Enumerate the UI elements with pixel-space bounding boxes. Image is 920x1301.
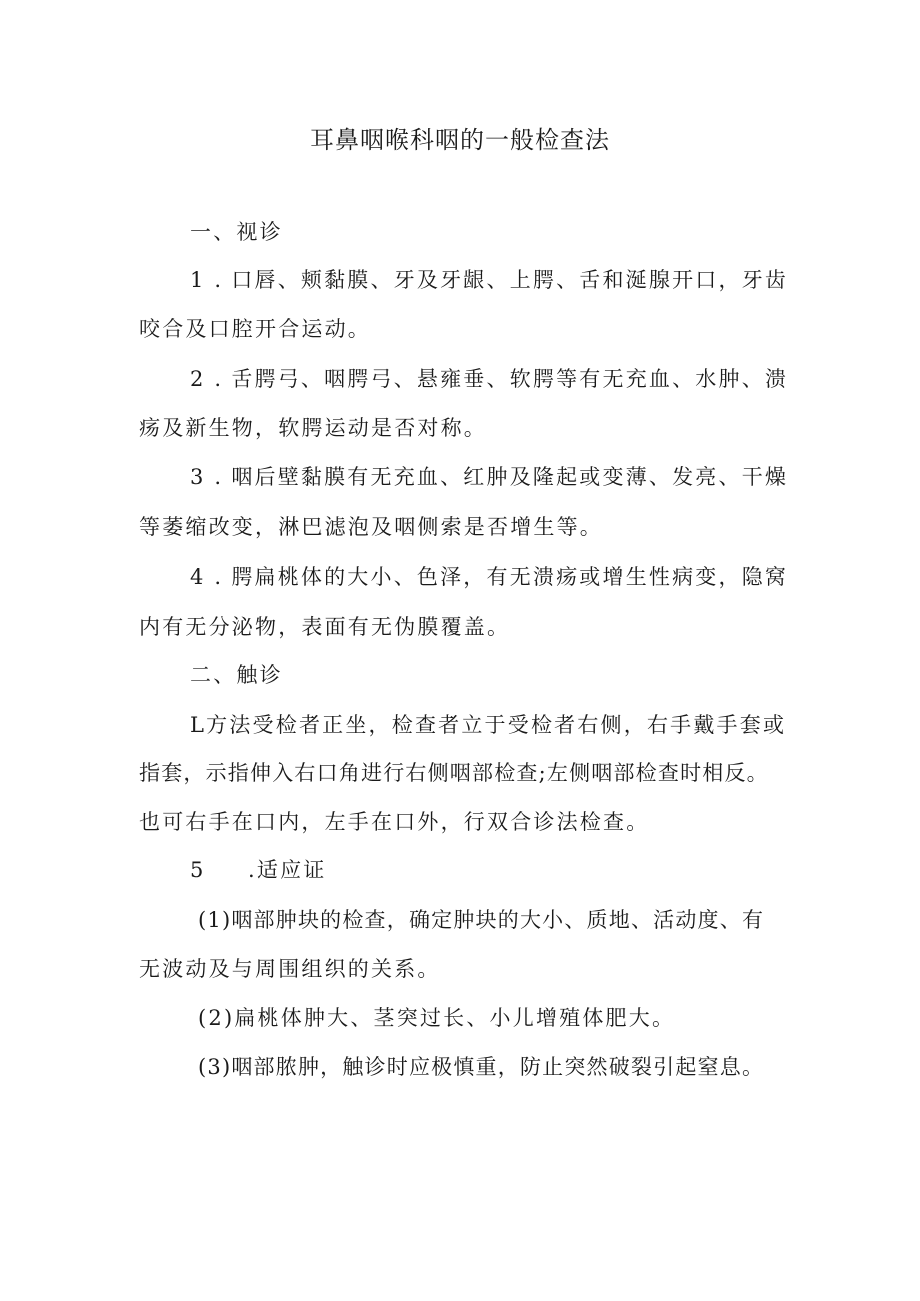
paragraph-method-line-2: 指套，示指伸入右口角进行右侧咽部检查;左侧咽部检查时相反。 xyxy=(139,761,769,785)
indication-sub-2: (2)扁桃体肿大、茎突过长、小儿增殖体肥大。 xyxy=(198,1006,676,1030)
page-title: 耳鼻咽喉科咽的一般检查法 xyxy=(310,126,610,154)
paragraph-method-line-1: L方法受检者正坐，检查者立于受检者右侧，右手戴手套或 xyxy=(190,713,787,737)
paragraph-item-3-line-2: 等萎缩改变，淋巴滤泡及咽侧索是否增生等。 xyxy=(139,515,603,539)
paragraph-item-4-line-1 xyxy=(190,561,788,593)
indication-heading xyxy=(190,854,326,886)
paragraph-item-3-line-1 xyxy=(190,461,788,493)
item-number: 5 xyxy=(190,858,206,882)
item-number: 1 . xyxy=(190,268,224,292)
indication-sub-1-line-1: (1)咽部肿块的检查，确定肿块的大小、质地、活动度、有 xyxy=(198,908,765,932)
paragraph-item-2-line-1 xyxy=(190,363,788,395)
paragraph-text: 口唇、颊黏膜、牙及牙龈、上腭、舌和涎腺开口，牙齿 xyxy=(231,268,789,292)
indication-sub-1-line-2: 无波动及与周围组织的关系。 xyxy=(139,957,441,981)
item-number: 4 . xyxy=(190,565,224,589)
item-number: 2 . xyxy=(190,367,224,391)
paragraph-item-1-line-2: 咬合及口腔开合运动。 xyxy=(139,317,371,341)
paragraph-item-4-line-2: 内有无分泌物，表面有无伪膜覆盖。 xyxy=(139,615,511,639)
section-heading-palpation: 二、触诊 xyxy=(190,663,283,687)
item-number: 3 . xyxy=(190,465,224,489)
indication-sub-3: (3)咽部脓肿，触诊时应极慎重，防止突然破裂引起窒息。 xyxy=(198,1055,765,1079)
paragraph-method-line-3: 也可右手在口内，左手在口外，行双合诊法检查。 xyxy=(139,810,650,834)
paragraph-text: 咽后壁黏膜有无充血、红肿及隆起或变薄、发亮、干燥 xyxy=(231,465,789,489)
section-heading-inspection: 一、视诊 xyxy=(190,220,283,244)
paragraph-text: 腭扁桃体的大小、色泽，有无溃疡或增生性病变，隐窝 xyxy=(231,565,789,589)
paragraph-item-2-line-2: 疡及新生物，软腭运动是否对称。 xyxy=(139,416,487,440)
indication-label: .适应证 xyxy=(248,858,327,882)
paragraph-text: 舌腭弓、咽腭弓、悬雍垂、软腭等有无充血、水肿、溃 xyxy=(231,367,789,391)
paragraph-item-1-line-1 xyxy=(190,264,788,296)
